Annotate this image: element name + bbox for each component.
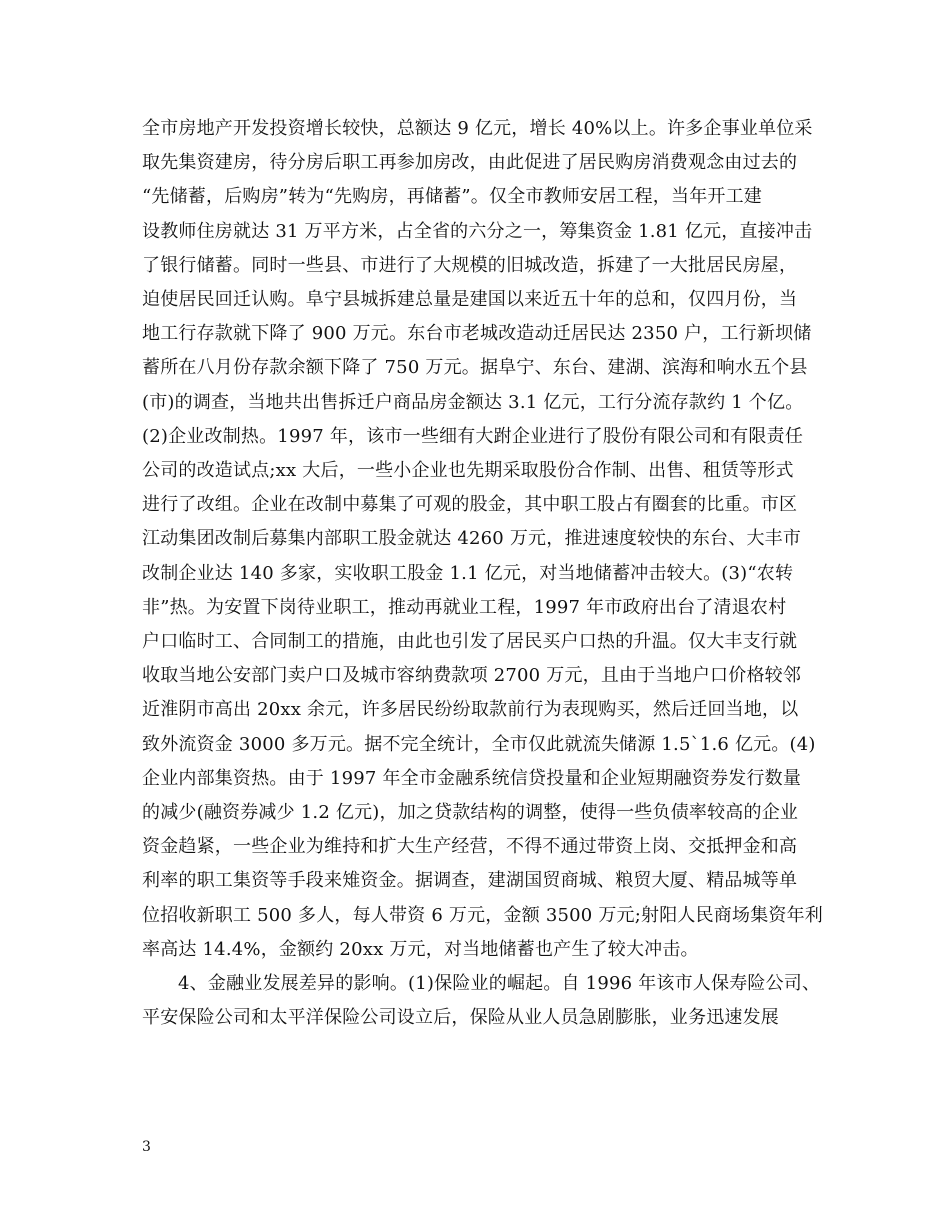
text-line: 蓄所在八月份存款余额下降了 750 万元。据阜宁、东台、建湖、滨海和响水五个县	[142, 357, 808, 379]
text-line: 地工行存款就下降了 900 万元。东台市老城改造动迁居民达 2350 户，工行新坝储	[142, 323, 812, 345]
text-line: 非”热。为安置下岗待业职工，推动再就业工程，1997 年市政府出台了清退农村	[142, 596, 787, 618]
paragraph-start-line: 4、金融业发展差异的影响。(1)保险业的崛起。自 1996 年该市人保寿险公司、	[178, 973, 821, 995]
text-line: 公司的改造试点;xx 大后，一些小企业也先期采取股份合作制、出售、租赁等形式	[142, 460, 794, 482]
text-line: 率高达 14.4%，金额约 20xx 万元，对当地储蓄也产生了较大冲击。	[142, 938, 699, 960]
text-line: 资金趋紧，一些企业为维持和扩大生产经营，不得不通过带资上岗、交抵押金和高	[142, 836, 798, 858]
text-line: 全市房地产开发投资增长较快，总额达 9 亿元，增长 40%以上。许多企事业单位采	[142, 118, 813, 139]
text-line: 的减少(融资券减少 1.2 亿元)，加之贷款结构的调整，使得一些负债率较高的企业	[142, 802, 799, 824]
page-number: 3	[142, 1139, 151, 1155]
text-line: 收取当地公安部门卖户口及城市容纳费款项 2700 万元，且由于当地户口价格较邻	[142, 665, 802, 687]
text-line: 位招收新职工 500 多人，每人带资 6 万元，金额 3500 万元;射阳人民商场集资年利	[142, 904, 824, 926]
text-line: 进行了改组。企业在改制中募集了可观的股金，其中职工股占有圈套的比重。市区	[142, 494, 798, 516]
text-line: 户口临时工、合同制工的措施，由此也引发了居民买户口热的升温。仅大丰支行就	[142, 631, 798, 653]
text-line: 利率的职工集资等手段来雉资金。据调查，建湖国贸商城、粮贸大厦、精品城等单	[142, 870, 798, 892]
text-line: (2)企业改制热。1997 年，该市一些细有大跗企业进行了股份有限公司和有限责任	[142, 425, 804, 447]
text-line: 近淮阴市高出 20xx 余元，许多居民纷纷取款前行为表现购买，然后迁回当地，以	[142, 699, 799, 721]
text-line: 致外流资金 3000 多万元。据不完全统计，全市仅此就流失储源 1.5`1.6 亿元。(4)	[142, 733, 816, 755]
text-line: (市)的调查，当地共出售拆迁户商品房金额达 3.1 亿元，工行分流存款约 1 个亿。	[142, 391, 804, 413]
body-text	[142, 112, 832, 1035]
text-line: 取先集资建房，待分房后职工再参加房改，由此促进了居民购房消费观念由过去的	[142, 152, 798, 174]
text-line: 了银行储蓄。同时一些县、市进行了大规模的旧城改造，拆建了一大批居民房屋，	[142, 254, 798, 276]
text-line: “先储蓄，后购房”转为“先购房，再储蓄”。仅全市教师安居工程，当年开工建	[142, 186, 763, 208]
text-line: 设教师住房就达 31 万平方米，占全省的六分之一，筹集资金 1.81 亿元，直接冲击	[142, 220, 813, 242]
text-line: 改制企业达 140 多家，实收职工股金 1.1 亿元，对当地储蓄冲击较大。(3)“农转	[142, 562, 794, 584]
text-line: 迫使居民回迁认购。阜宁县城拆建总量是建国以来近五十年的总和，仅四月份，当	[142, 289, 798, 311]
text-line: 江动集团改制后募集内部职工股金就达 4260 万元，推进速度较快的东台、大丰市	[142, 528, 802, 550]
text-line: 企业内部集资热。由于 1997 年全市金融系统信贷投量和企业短期融资券发行数量	[142, 767, 802, 789]
text-line: 平安保险公司和太平洋保险公司设立后，保险从业人员急剧膨胀，业务迅速发展	[142, 1007, 779, 1029]
